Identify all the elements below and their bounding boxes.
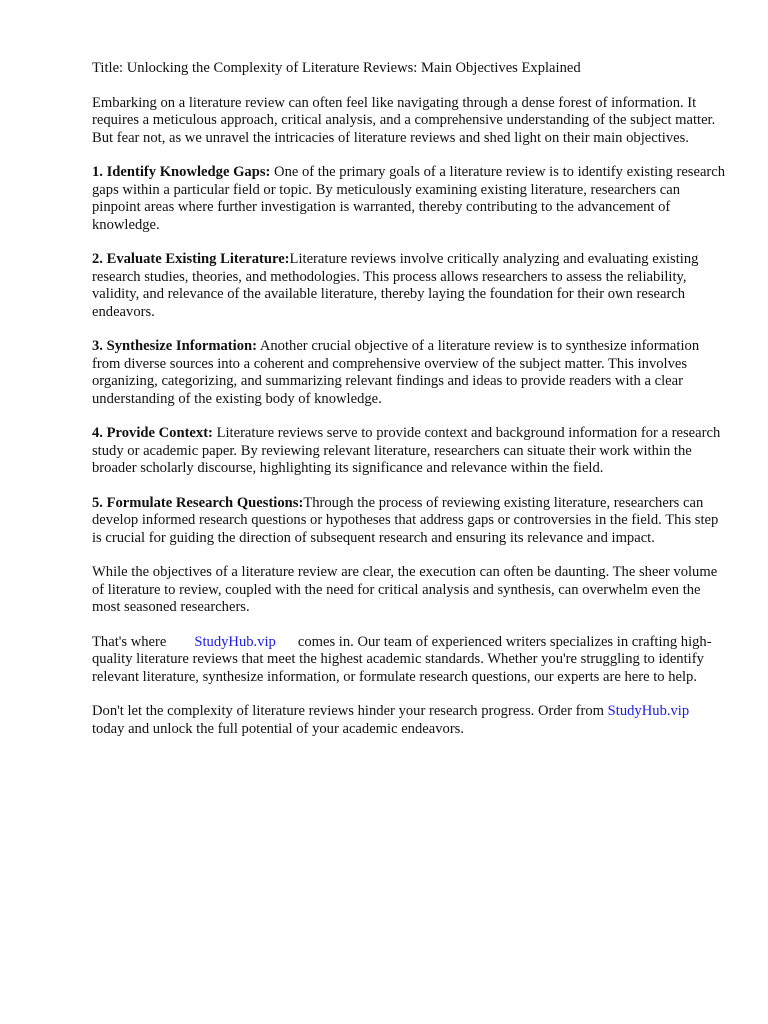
service-text-before: That's where	[92, 633, 167, 650]
objective-3-heading: 3. Synthesize Information:	[92, 338, 257, 354]
service-text-after: comes in. Our team of experienced writers specializes in crafting high-quality literature reviews that meet the highest academic standards. Whether you're struggling to identify relevant literature, synthesize information, or formulate research questions, our experts are here to help.	[92, 633, 712, 685]
service-paragraph	[92, 634, 728, 687]
document-title: Title: Unlocking the Complexity of Literature Reviews: Main Objectives Explained	[92, 60, 581, 76]
objective-3-text: Another crucial objective of a literature review is to synthesize information from diverse sources into a coherent and comprehensive overview of the subject matter. This involves organizing, categorizing, and summarizing relevant findings and ideas to provide readers with a clear understanding of the existing body of knowledge.	[92, 338, 700, 407]
challenge-paragraph: While the objectives of a literature review are clear, the execution can often be daunting. The sheer volume of literature to review, coupled with the need for critical analysis and synthesis, can overwhelm even the most seasoned researchers.	[92, 564, 718, 615]
objective-4	[92, 425, 728, 478]
objective-5-text: Through the process of reviewing existing literature, researchers can develop informed research questions or hypotheses that address gaps or controversies in the field. This step is crucial for guiding the direction of subsequent research and ensuring its relevance and impact.	[92, 494, 719, 546]
objective-2-text: Literature reviews involve critically analyzing and evaluating existing research studies, theories, and methodologies. This process allows researchers to assess the reliability, validity, and relevance of the available literature, thereby laying the foundation for their own research endeavors.	[92, 251, 699, 320]
objective-2	[92, 251, 728, 321]
objective-3	[92, 338, 728, 408]
studyhub-link-closing[interactable]: StudyHub.vip	[607, 703, 690, 719]
closing-text-after: today and unlock the full potential of your academic endeavors.	[92, 720, 465, 737]
objective-5	[92, 495, 728, 548]
objective-5-heading: 5. Formulate Research Questions:	[92, 494, 304, 511]
objective-4-heading: 4. Provide Context:	[92, 425, 213, 441]
document-page	[92, 60, 728, 755]
objective-1-heading: 1. Identify Knowledge Gaps:	[92, 164, 271, 180]
objective-1-text: One of the primary goals of a literature review is to identify existing research gaps within a particular field or topic. By meticulously examining existing literature, researchers can pinpoint areas where further investigation is warranted, thereby contributing to the advancement of knowledge.	[92, 164, 726, 233]
closing-paragraph	[92, 703, 728, 738]
objective-1	[92, 164, 728, 234]
objective-2-heading: 2. Evaluate Existing Literature:	[92, 251, 290, 267]
closing-text-before: Don't let the complexity of literature reviews hinder your research progress. Order from	[92, 703, 605, 719]
intro-paragraph: Embarking on a literature review can often feel like navigating through a dense forest of information. It requires a meticulous approach, critical analysis, and a comprehensive understanding of the subject matter. But fear not, as we unravel the intricacies of literature reviews and shed light on their main objectives.	[92, 94, 716, 146]
objective-4-text: Literature reviews serve to provide context and background information for a research study or academic paper. By reviewing relevant literature, researchers can situate their work within the broader scholarly discourse, highlighting its significance and relevance within the field.	[92, 425, 721, 476]
studyhub-link[interactable]: StudyHub.vip	[194, 633, 276, 650]
